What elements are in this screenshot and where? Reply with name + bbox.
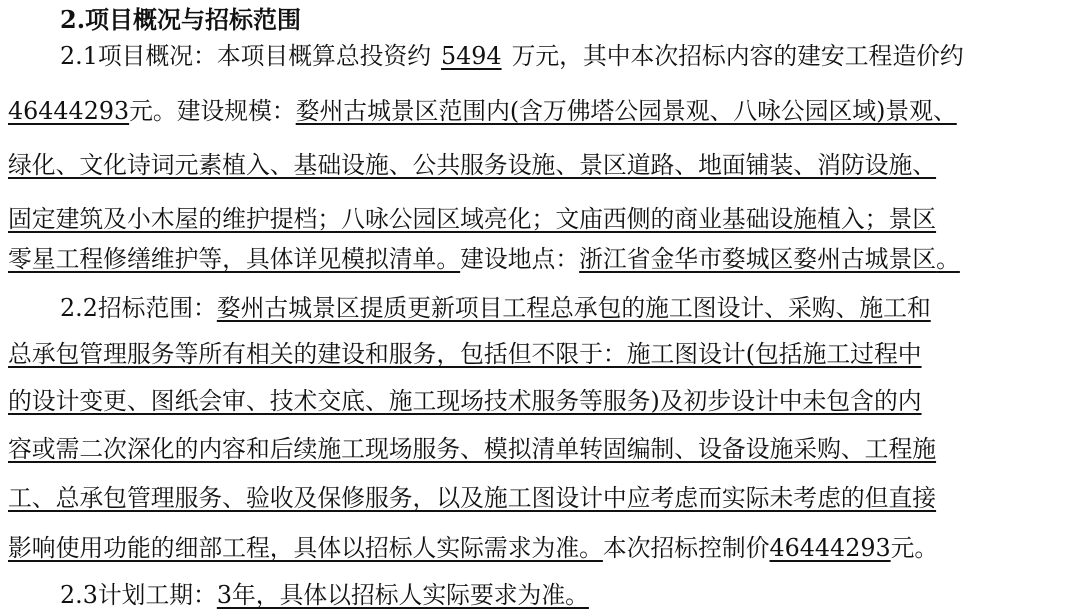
underlined-text: 零星工程修缮维护等，具体详见模拟清单。 xyxy=(8,245,461,273)
underlined-text: 婺州古城景区提质更新项目工程总承包的施工图设计、采购、施工和 xyxy=(216,294,931,322)
text-segment: 建设地点： xyxy=(460,245,580,273)
text-segment: 。 xyxy=(936,245,960,273)
underlined-text: 的设计变更、图纸会审、技术交底、施工现场技术服务等服务)及初步设计中未包含的内 xyxy=(8,387,922,415)
paragraph-line xyxy=(60,290,1068,326)
underlined-value: 46444293 xyxy=(8,97,130,125)
paragraph-line xyxy=(8,201,1068,237)
underlined-text: 浙江省金华市婺城区婺州古城景区 xyxy=(579,245,937,273)
underlined-text: 容或需二次深化的内容和后续施工现场服务、模拟清单转固编制、设备设施采购、工程施 xyxy=(8,435,937,463)
underlined-text: 固定建筑及小木屋的维护提档；八咏公园区域亮化；文庙西侧的商业基础设施植入；景区 xyxy=(8,205,937,233)
underlined-text: 绿化、文化诗词元素植入、基础设施、公共服务设施、景区道路、地面铺装、消防设施、 xyxy=(8,151,937,179)
paragraph-line xyxy=(8,480,1068,516)
text-segment: 万元，其中本次招标内容的建安工程造价约 xyxy=(511,42,964,70)
text-segment: 2.2招标范围： xyxy=(60,294,217,322)
paragraph-line xyxy=(8,383,1068,419)
paragraph-line xyxy=(60,577,1068,613)
underlined-text: 婺州古城景区范围内(含万佛塔公园景观、八咏公园区域)景观、 xyxy=(295,97,957,125)
text-segment: 本次招标控制价 xyxy=(602,534,770,562)
paragraph-line xyxy=(8,147,1068,183)
paragraph-line xyxy=(8,530,1068,566)
underlined-value: 46444293 xyxy=(769,534,891,562)
paragraph-line xyxy=(60,38,1068,74)
underlined-text: 总承包管理服务等所有相关的建设和服务，包括但不限于：施工图设计(包括施工过程中 xyxy=(8,340,922,368)
text-segment: 2.1项目概况：本项目概算总投资约 xyxy=(60,42,432,70)
text-segment: 元。 xyxy=(890,534,939,562)
text-segment: 元。建设规模： xyxy=(129,97,296,125)
paragraph-line xyxy=(8,241,1068,277)
underlined-text: 3年，具体以招标人实际要求为准。 xyxy=(216,581,589,609)
underlined-value: 5494 xyxy=(441,42,502,70)
paragraph-line xyxy=(8,336,1068,372)
underlined-text: 影响使用功能的细部工程，具体以招标人实际需求为准。 xyxy=(8,534,603,562)
paragraph-line xyxy=(8,431,1068,467)
underlined-text: 工、总承包管理服务、验收及保修服务，以及施工图设计中应考虑而实际未考虑的但直接 xyxy=(8,484,937,512)
paragraph-line xyxy=(8,93,1068,129)
text-segment: 2.3计划工期： xyxy=(60,581,217,609)
section-heading: 2.项目概况与招标范围 xyxy=(60,5,302,34)
